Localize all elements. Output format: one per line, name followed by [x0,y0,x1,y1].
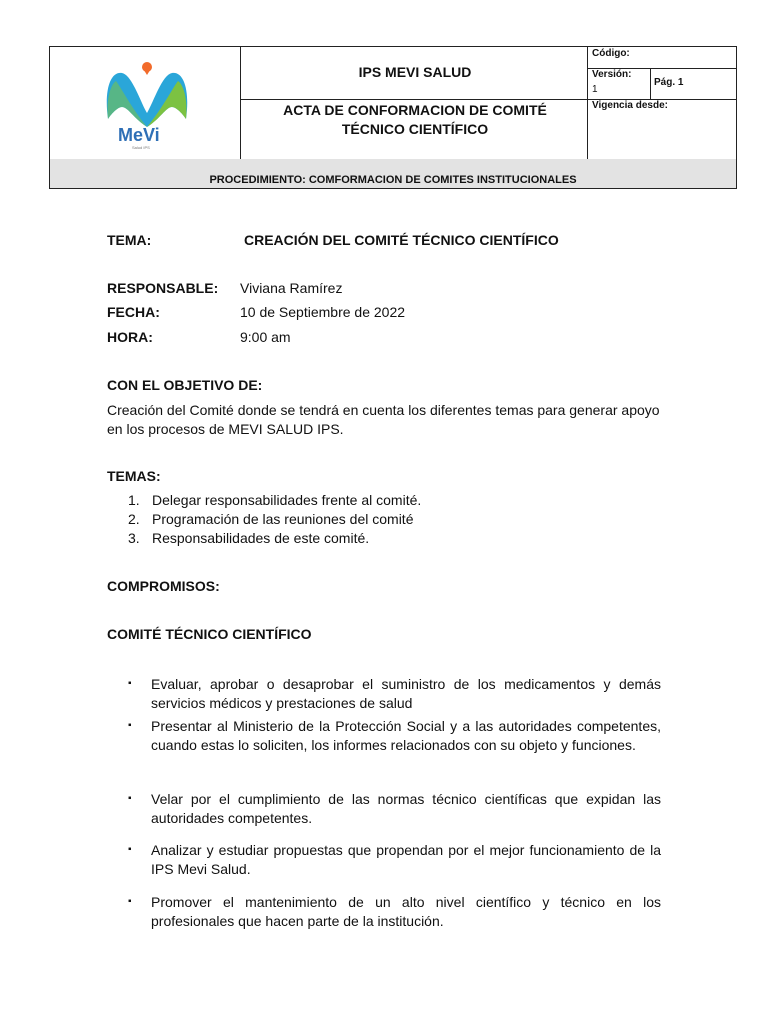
hora-label: HORA: [107,329,153,345]
responsable-label: RESPONSABLE: [107,280,219,296]
codigo-label: Código: [592,48,630,59]
procedure-row [50,159,736,188]
temas-heading: TEMAS: [107,468,161,484]
tema-item: Responsabilidades de este comité. [152,530,370,546]
objetivo-heading: CON EL OBJETIVO DE: [107,377,263,393]
version-value: 1 [592,84,598,95]
version-label: Versión: [592,69,632,80]
tema-item-number: 1. [128,492,140,508]
responsable-value: Viviana Ramírez [240,280,343,296]
document-header [49,46,737,189]
tema-item: Delegar responsabilidades frente al comité. [152,492,422,508]
document-title: ACTA DE CONFORMACION DE COMITÉ TÉCNICO CIENTÍFICO [283,102,547,137]
tema-item-number: 3. [128,530,140,546]
procedure-label: PROCEDIMIENTO: COMFORMACION DE COMITES INSTITUCIONALES [209,174,577,186]
compromiso-item: Evaluar, aprobar o desaprobar el suministro de los medicamentos y demás servicios médicos y prestaciones de salud [151,676,661,711]
comite-subheading: COMITÉ TÉCNICO CIENTÍFICO [107,626,312,642]
compromisos-heading: COMPROMISOS: [107,578,220,594]
page-number: Pág. 1 [654,77,684,88]
tema-value: CREACIÓN DEL COMITÉ TÉCNICO CIENTÍFICO [244,232,559,248]
compromiso-item: Presentar al Ministerio de la Protección Social y a las autoridades competentes, cuando estas lo soliciten, los informes relacionados con su objeto y funciones. [151,718,661,753]
bullet-icon: ▪ [128,844,132,855]
objetivo-text: Creación del Comité donde se tendrá en cuenta los diferentes temas para generar apoyo en los procesos de MEVI SALUD IPS. [107,402,660,437]
bullet-icon: ▪ [128,678,132,689]
logo-text: MeVi [118,125,160,145]
tema-item: Programación de las reuniones del comité [152,511,414,527]
mevi-logo [102,61,192,153]
fecha-label: FECHA: [107,304,160,320]
vigencia-label: Vigencia desde: [592,100,668,111]
fecha-value: 10 de Septiembre de 2022 [240,304,406,320]
bullet-icon: ▪ [128,793,132,804]
org-name: IPS MEVI SALUD [358,64,472,80]
tema-item-number: 2. [128,511,140,527]
compromiso-item: Promover el mantenimiento de un alto nivel científico y técnico en los profesionales que hacen parte de la institución. [151,894,661,929]
bullet-icon: ▪ [128,896,132,907]
hora-value: 9:00 am [240,329,291,345]
tema-label: TEMA: [107,232,152,248]
compromiso-item: Analizar y estudiar propuestas que propendan por el mejor funcionamiento de la IPS Mevi Salud. [151,842,661,877]
bullet-icon: ▪ [128,720,132,731]
logo-tagline: Salud IPS [132,145,150,150]
compromiso-item: Velar por el cumplimiento de las normas técnico científicas que expidan las autoridades competentes. [151,791,661,826]
